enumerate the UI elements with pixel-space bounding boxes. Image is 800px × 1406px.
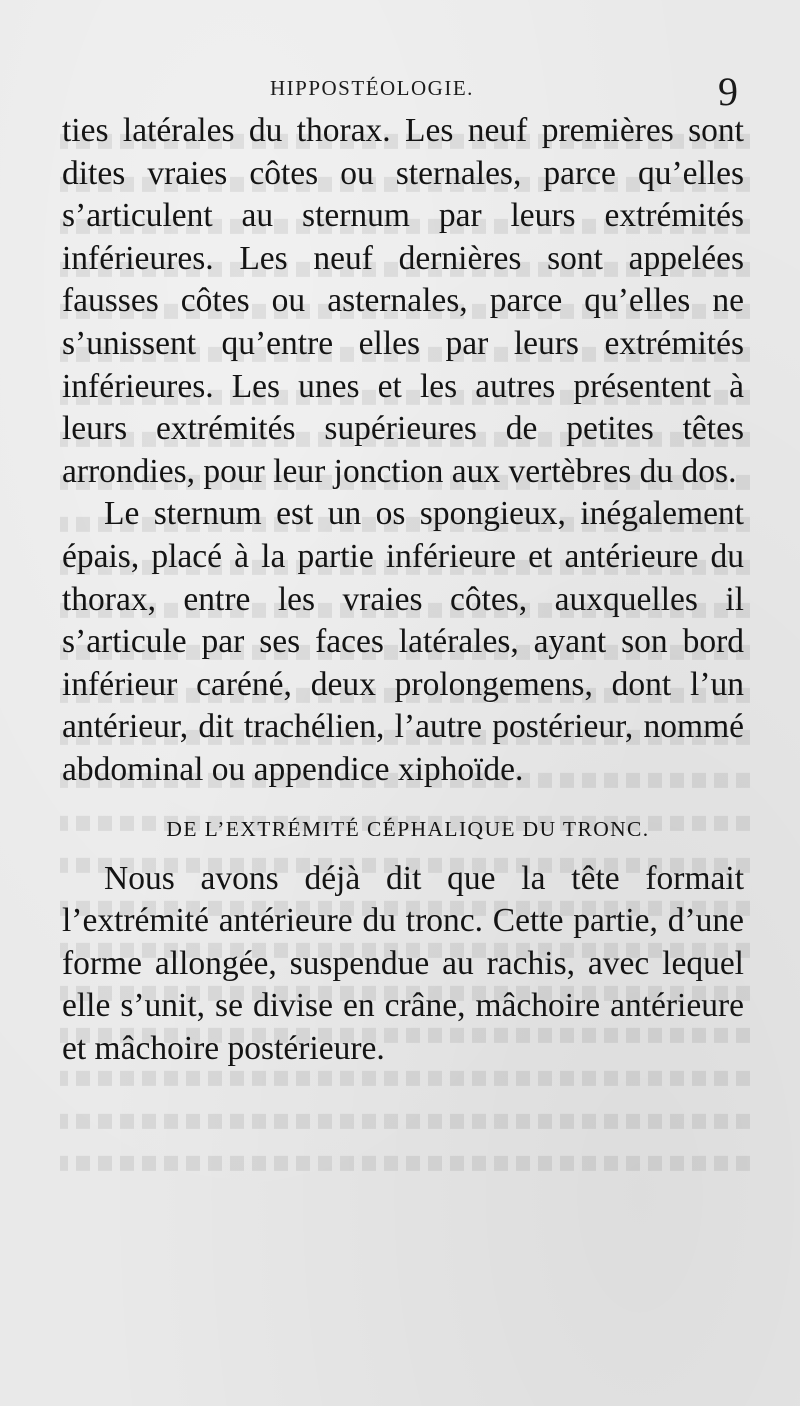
paragraph-continuation: ties latérales du thorax. Les neuf premières sont dites vraies côtes ou sternales, parce qu’elles s’articulent au sternum par leurs extrémités inférieures. Les neuf dernières sont appelées fausses côtes ou asternales, parce qu’elles ne s’unissent qu’entre elles par leurs extrémités inférieures. Les unes et les autres présentent à leurs extrémités supérieures de petites têtes arrondies, pour leur jonction aux vertèbres du dos.	[62, 112, 744, 490]
page-number: 9	[718, 69, 738, 114]
running-title: HIPPOSTÉOLOGIE.	[270, 76, 474, 100]
section-heading: DE L’EXTRÉMITÉ CÉPHALIQUE DU TRONC.	[166, 816, 650, 841]
page-body	[62, 110, 744, 1070]
paragraph-sternum: Le sternum est un os spongieux, inégalement épais, placé à la partie inférieure et antérieure du thorax, entre les vraies côtes, auxquelles il s’articule par ses faces latérales, ayant son bord inférieur caréné, deux prolongemens, dont l’un antérieur, dit trachélien, l’autre postérieur, nommé abdominal ou appendice xiphoïde.	[62, 495, 744, 788]
paragraph-cephalic-extremity: Nous avons déjà dit que la tête formait l’extrémité antérieure du tronc. Cette partie, d’une forme allongée, suspendue au rachis, avec lequel elle s’unit, se divise en crâne, mâchoire antérieure et mâchoire postérieure.	[62, 859, 744, 1067]
